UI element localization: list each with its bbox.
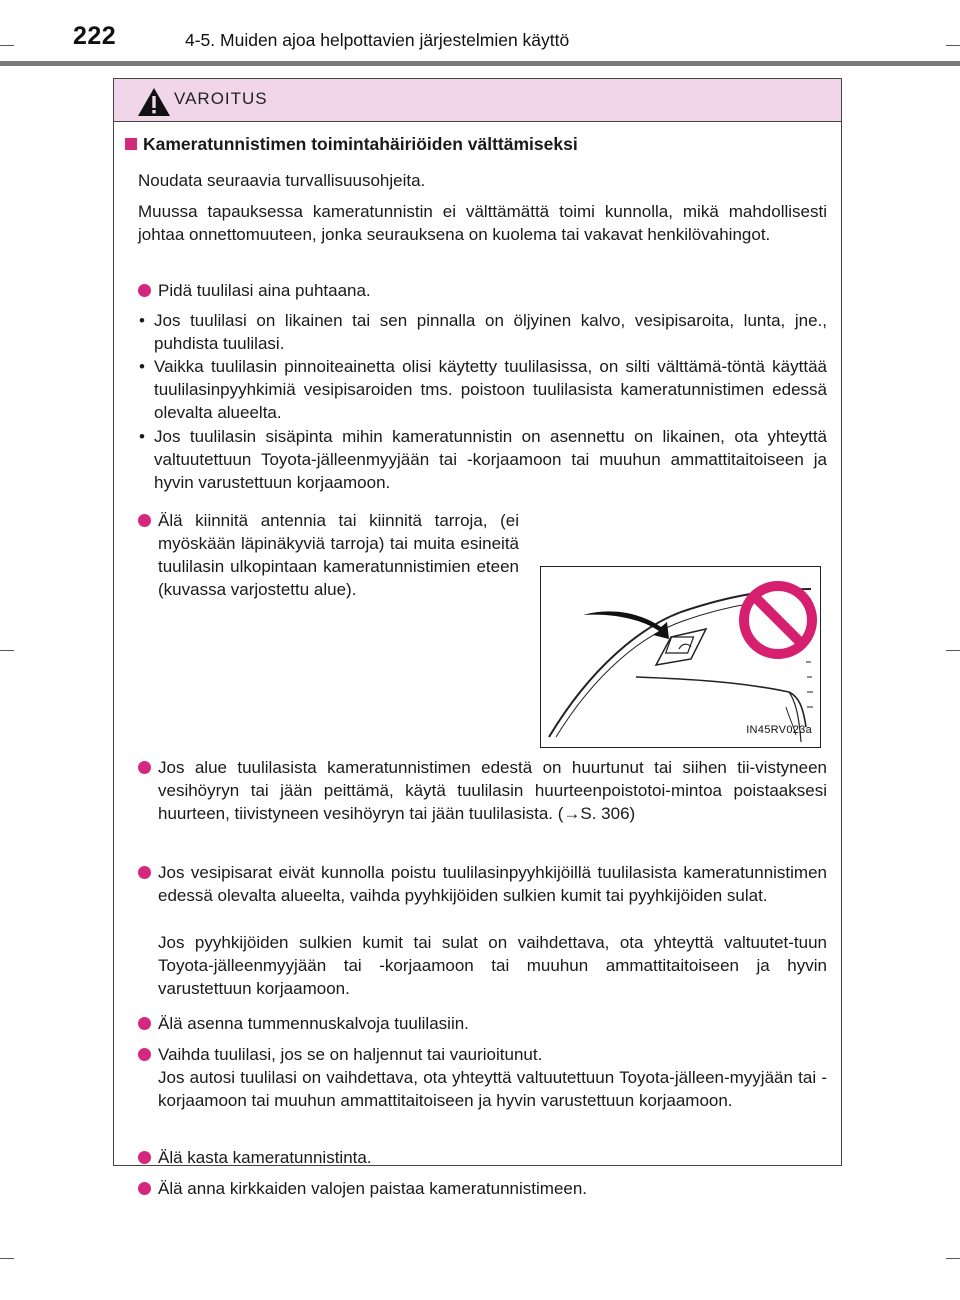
bullet-continuation: Jos autosi tuulilasi on vaihdettava, ota yhteyttä valtuutettuun Toyota-jälleen-myyjään tai -korjaamoon tai muuhun ammattitaitoiseen ja hyvin varustettuun korjaamoon. bbox=[158, 1068, 827, 1110]
bullet-item bbox=[158, 861, 827, 907]
crop-mark bbox=[946, 650, 960, 651]
intro-consequence: Muussa tapauksessa kameratunnistin ei välttämättä toimi kunnolla, mikä mahdollisesti johtaa onnettomuuteen, jonka seurauksena on kuolema tai vakavat henkilövahingot. bbox=[138, 202, 827, 244]
sub-bullet-item bbox=[139, 355, 827, 424]
round-bullet-icon bbox=[138, 284, 151, 297]
intro-text: Noudata seuraavia turvallisuusohjeita. bbox=[138, 171, 426, 190]
bullet-item bbox=[158, 1043, 827, 1066]
round-bullet-icon bbox=[138, 761, 151, 774]
bullet-item bbox=[158, 1177, 827, 1200]
warning-header bbox=[114, 79, 841, 122]
crop-mark bbox=[0, 45, 14, 46]
bullet-text: Älä anna kirkkaiden valojen paistaa kameratunnistimeen. bbox=[158, 1179, 588, 1198]
crop-mark bbox=[0, 1258, 14, 1259]
section-heading bbox=[125, 133, 578, 156]
crop-mark bbox=[0, 650, 14, 651]
round-bullet-icon bbox=[138, 1151, 151, 1164]
bullet-text: Pidä tuulilasi aina puhtaana. bbox=[158, 281, 371, 300]
round-bullet-icon bbox=[138, 514, 151, 527]
bullet-text: Jos alue tuulilasista kameratunnistimen edestä on huurtunut tai siihen tii-vistyneen vesihöyryn tai jään peittämä, käytä tuulilasin huurteenpoistotoi-mintoa poistaaksesi huurteen, tiivistyneen vesihöyryn tai jään tuulilasista. (→S. 306) bbox=[158, 758, 827, 823]
bullet-text: Älä kiinnitä antennia tai kiinnitä tarroja, (ei myöskään läpinäkyviä tarroja) tai muita esineitä tuulilasin ulkopintaan kameratunnistimien eteen (kuvassa varjostettu alue). bbox=[158, 511, 519, 599]
sub-bullet-text: Vaikka tuulilasin pinnoiteainetta olisi käytetty tuulilasissa, on silti välttämä-töntä käyttää tuulilasinpyyhkimiä vesipisaroiden tms. poistoon tuulilasista kameratunnistimen edessä olevalta alueelta. bbox=[154, 357, 827, 422]
header-rule bbox=[0, 61, 960, 66]
round-bullet-icon bbox=[138, 1017, 151, 1030]
bullet-text: Jos vesipisarat eivät kunnolla poistu tuulilasinpyyhkijöillä tuulilasista kameratunnistimen edessä olevalta alueelta, vaihda pyyhkijöiden sulkien kumit tai pyyhkijöiden sulat. bbox=[158, 863, 827, 905]
round-bullet-icon bbox=[138, 1048, 151, 1061]
figure-code: IN45RV023a bbox=[746, 724, 812, 736]
round-bullet-icon bbox=[138, 1182, 151, 1195]
sub-bullet-text: Jos tuulilasi on likainen tai sen pinnalla on öljyinen kalvo, vesipisaroita, lunta, jne., puhdista tuulilasi. bbox=[154, 311, 827, 353]
sub-bullet-item bbox=[139, 425, 827, 494]
dot-marker-icon: • bbox=[139, 427, 145, 446]
bullet-continuation: Jos pyyhkijöiden sulkien kumit tai sulat on vaihdettava, ota yhteyttä valtuutet-tuun Toyota-jälleenmyyjään tai -korjaamoon tai muuhun ammattitaitoiseen ja hyvin varustettuun korjaamoon. bbox=[158, 933, 827, 998]
windshield-camera-illustration bbox=[540, 566, 821, 748]
warning-triangle-icon bbox=[137, 87, 171, 117]
bullet-item bbox=[158, 1012, 827, 1035]
crop-mark bbox=[946, 1258, 960, 1259]
bullet-item bbox=[158, 756, 827, 825]
bullet-item bbox=[158, 509, 519, 601]
bullet-text: Vaihda tuulilasi, jos se on haljennut tai vaurioitunut. bbox=[158, 1045, 543, 1064]
sub-bullet-item bbox=[139, 309, 827, 355]
page-number: 222 bbox=[73, 22, 117, 50]
crop-mark bbox=[946, 45, 960, 46]
square-bullet-icon bbox=[125, 138, 137, 150]
sub-bullet-text: Jos tuulilasin sisäpinta mihin kameratunnistin on asennettu on likainen, ota yhteyttä valtuutettuun Toyota-jälleenmyyjään tai -korjaamoon tai muuhun ammattitaitoiseen ja hyvin varustettuun korjaamoon. bbox=[154, 427, 827, 492]
warning-label: VAROITUS bbox=[174, 89, 268, 108]
chapter-title: 4-5. Muiden ajoa helpottavien järjestelmien käyttö bbox=[185, 30, 570, 50]
section-title: Kameratunnistimen toimintahäiriöiden välttämiseksi bbox=[143, 134, 578, 154]
bullet-text: Älä asenna tummennuskalvoja tuulilasiin. bbox=[158, 1014, 469, 1033]
bullet-item bbox=[158, 279, 827, 302]
bullet-text: Älä kasta kameratunnistinta. bbox=[158, 1148, 372, 1167]
warning-box bbox=[113, 78, 842, 1198]
dot-marker-icon: • bbox=[139, 311, 145, 330]
bullet-item bbox=[158, 1146, 827, 1169]
round-bullet-icon bbox=[138, 866, 151, 879]
dot-marker-icon: • bbox=[139, 357, 145, 376]
